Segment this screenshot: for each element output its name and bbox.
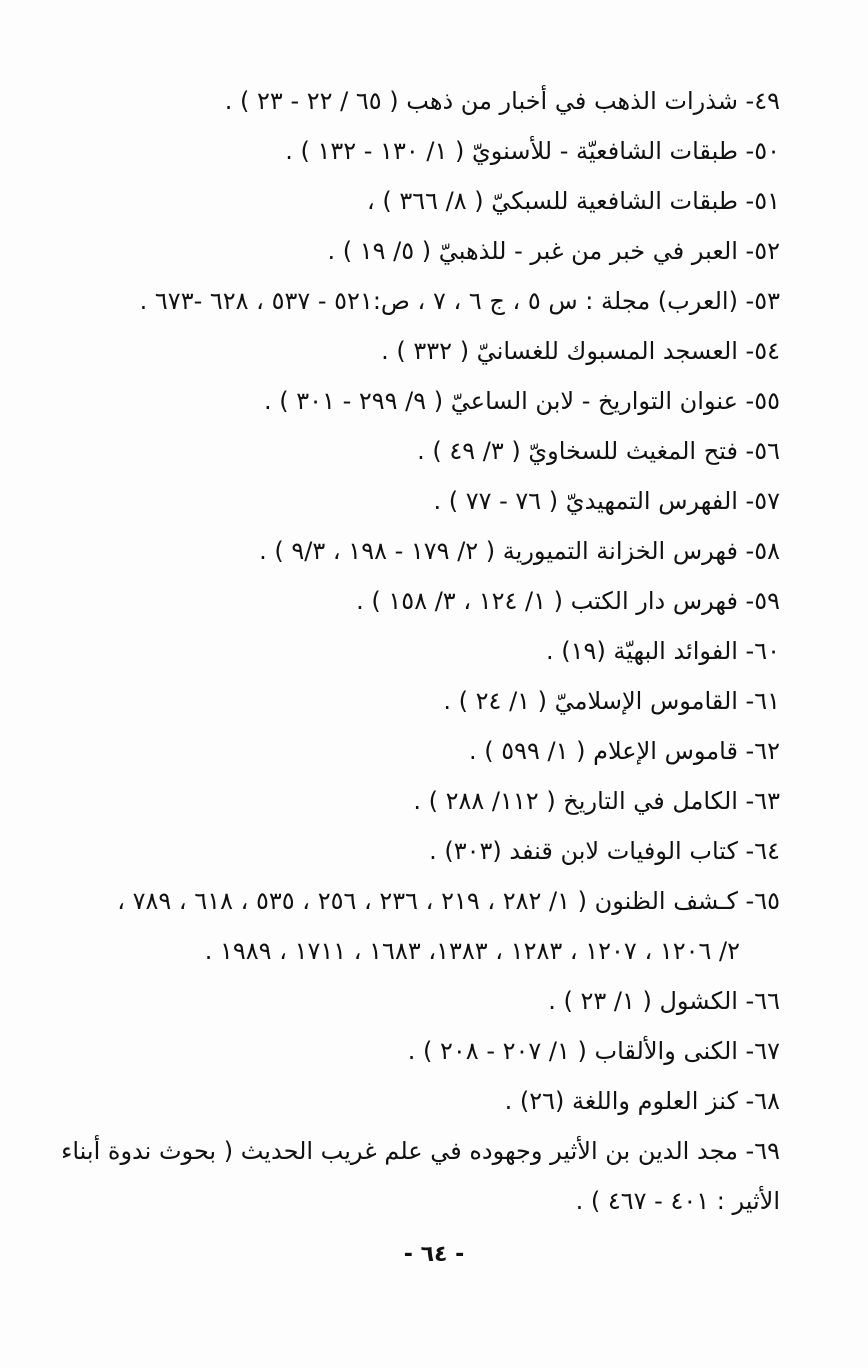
bibliography-entry-53: ٥٣- (العرب) مجلة : س ٥ ، ج ٦ ، ٧ ، ص:٥٢١ - ٥٣٧ ، ٦٢٨ -٦٧٣ . — [139, 287, 780, 315]
page-number: - ٦٤ - — [403, 1242, 465, 1267]
bibliography-entry-66: ٦٦- الكشول ( ١/ ٢٣ ) . — [548, 987, 780, 1015]
bibliography-entry-52: ٥٢- العبر في خبر من غبر - للذهبيّ ( ٥/ ١٩ ) . — [327, 237, 780, 265]
bibliography-entry-61: ٦١- القاموس الإسلاميّ ( ١/ ٢٤ ) . — [443, 687, 780, 715]
bibliography-entry-69-line-2: الأثير : ٤٠١ - ٤٦٧ ) . — [575, 1187, 780, 1215]
bibliography-entry-56: ٥٦- فتح المغيث للسخاويّ ( ٣/ ٤٩ ) . — [417, 437, 780, 465]
bibliography-entry-58: ٥٨- فهرس الخزانة التميورية ( ٢/ ١٧٩ - ١٩٨ ، ٩/٣ ) . — [259, 537, 780, 565]
bibliography-entry-69 — [30, 1126, 780, 1226]
bibliography-entry-60: ٦٠- الفوائد البهيّة (١٩) . — [546, 637, 780, 665]
bibliography-entry-51: ٥١- طبقات الشافعية للسبكيّ ( ٨/ ٣٦٦ ) ، — [366, 187, 780, 215]
bibliography-entry-65-line-1: ٦٥- كـشف الظنون ( ١/ ٢٨٢ ، ٢١٩ ، ٢٣٦ ، ٢٥٦ ، ٥٣٥ ، ٦١٨ ، ٧٨٩ ، — [117, 887, 780, 915]
bibliography-entry-67: ٦٧- الكنى والألقاب ( ١/ ٢٠٧ - ٢٠٨ ) . — [407, 1037, 780, 1065]
bibliography-entry-49: ٤٩- شذرات الذهب في أخبار من ذهب ( ٦٥ / ٢٢ - ٢٣ ) . — [224, 87, 780, 115]
bibliography-entry-55: ٥٥- عنوان التواريخ - لابن الساعيّ ( ٩/ ٢٩٩ - ٣٠١ ) . — [264, 387, 780, 415]
bibliography-entry-57: ٥٧- الفهرس التمهيديّ ( ٧٦ - ٧٧ ) . — [433, 487, 780, 515]
bibliography-list — [30, 76, 780, 1226]
bibliography-entry-69-line-1: ٦٩- مجد الدين بن الأثير وجهوده في علم غريب الحديث ( بحوث ندوة أبناء — [61, 1137, 780, 1165]
bibliography-entry-65 — [30, 876, 780, 976]
bibliography-entry-59: ٥٩- فهرس دار الكتب ( ١/ ١٢٤ ، ٣/ ١٥٨ ) . — [356, 587, 780, 615]
bibliography-entry-54: ٥٤- العسجد المسبوك للغسانيّ ( ٣٣٢ ) . — [381, 337, 780, 365]
bibliography-entry-50: ٥٠- طبقات الشافعيّة - للأسنويّ ( ١/ ١٣٠ - ١٣٢ ) . — [285, 137, 780, 165]
bibliography-entry-62: ٦٢- قاموس الإعلام ( ١/ ٥٩٩ ) . — [468, 737, 780, 765]
bibliography-entry-63: ٦٣- الكامل في التاريخ ( ١١٢/ ٢٨٨ ) . — [413, 787, 780, 815]
bibliography-entry-64: ٦٤- كتاب الوفيات لابن قنفد (٣٠٣) . — [429, 837, 780, 865]
bibliography-entry-68: ٦٨- كنز العلوم واللغة (٢٦) . — [504, 1087, 780, 1115]
bibliography-entry-65-line-2: ٢/ ١٢٠٦ ، ١٢٠٧ ، ١٢٨٣ ، ١٣٨٣، ١٦٨٣ ، ١٧١١ ، ١٩٨٩ . — [204, 937, 740, 965]
